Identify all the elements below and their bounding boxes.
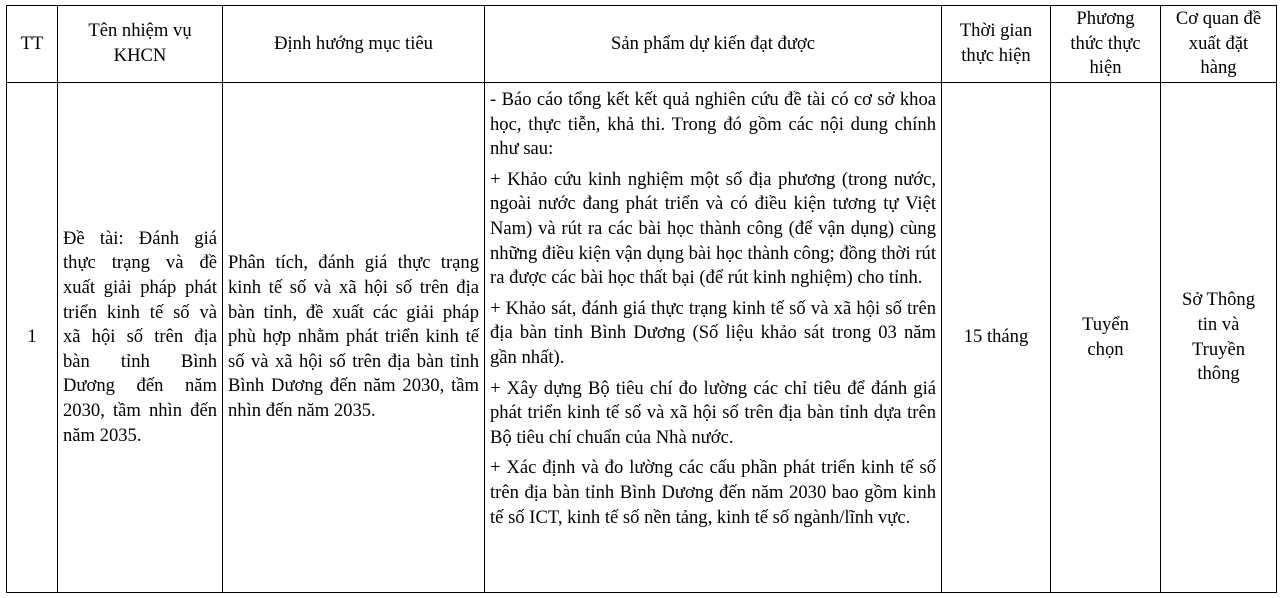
row-task-name: Đề tài: Đánh giá thực trạng và đề xuất giải pháp phát triển kinh tế số và xã hội số trên địa bàn tỉnh Bình Dương đến năm 2030, tầm nhìn đến năm 2035. <box>58 83 223 593</box>
header-agency: Cơ quan đề xuất đặt hàng <box>1161 6 1277 83</box>
row-agency: Sở Thông tin và Truyền thông <box>1161 83 1277 593</box>
product-item: + Xây dựng Bộ tiêu chí đo lường các chỉ tiêu để đánh giá phát triển kinh tế số và xã hội số trên địa bàn tỉnh dựa trên Bộ tiêu chí chuẩn của Nhà nước. <box>490 377 936 448</box>
header-products: Sản phẩm dự kiến đạt được <box>485 6 942 83</box>
row-products <box>485 83 942 593</box>
row-duration: 15 tháng <box>942 83 1051 593</box>
product-item: + Khảo sát, đánh giá thực trạng kinh tế số và xã hội số trên địa bàn tỉnh Bình Dương (Số liệu khảo sát trong 03 năm gần nhất). <box>490 297 936 368</box>
header-goal: Định hướng mục tiêu <box>223 6 485 83</box>
product-item: - Báo cáo tổng kết kết quả nghiên cứu đề tài có cơ sở khoa học, thực tiễn, khả thi. Trong đó gồm các nội dung chính như sau: <box>490 89 936 160</box>
row-tt: 1 <box>7 83 58 593</box>
product-item: + Khảo cứu kinh nghiệm một số địa phương (trong nước, ngoài nước đang phát triển và có điều kiện tương tự Việt Nam) và rút ra các bài học thành công (để vận dụng) cùng những điều kiện vận dụng bài học thành công; đồng thời rút ra được các bài học thất bại (để rút kinh nghiệm) cho tỉnh. <box>490 168 936 289</box>
header-task-name: Tên nhiệm vụ KHCN <box>58 6 223 83</box>
product-item: + Xác định và đo lường các cấu phần phát triển kinh tế số trên địa bàn tỉnh Bình Dương đến năm 2030 bao gồm kinh tế số ICT, kinh tế số nền tảng, kinh tế số ngành/lĩnh vực. <box>490 457 936 528</box>
header-duration: Thời gian thực hiện <box>942 6 1051 83</box>
task-table <box>6 5 1277 593</box>
header-row <box>7 6 1277 83</box>
header-method: Phương thức thực hiện <box>1051 6 1161 83</box>
header-tt: TT <box>7 6 58 83</box>
table-row <box>7 83 1277 593</box>
row-method: Tuyển chọn <box>1051 83 1161 593</box>
row-goal: Phân tích, đánh giá thực trạng kinh tế số và xã hội số trên địa bàn tỉnh, đề xuất các giải pháp phù hợp nhằm phát triển kinh tế số và xã hội số trên địa bàn tỉnh Bình Dương đến năm 2030, tầm nhìn đến năm 2035. <box>223 83 485 593</box>
